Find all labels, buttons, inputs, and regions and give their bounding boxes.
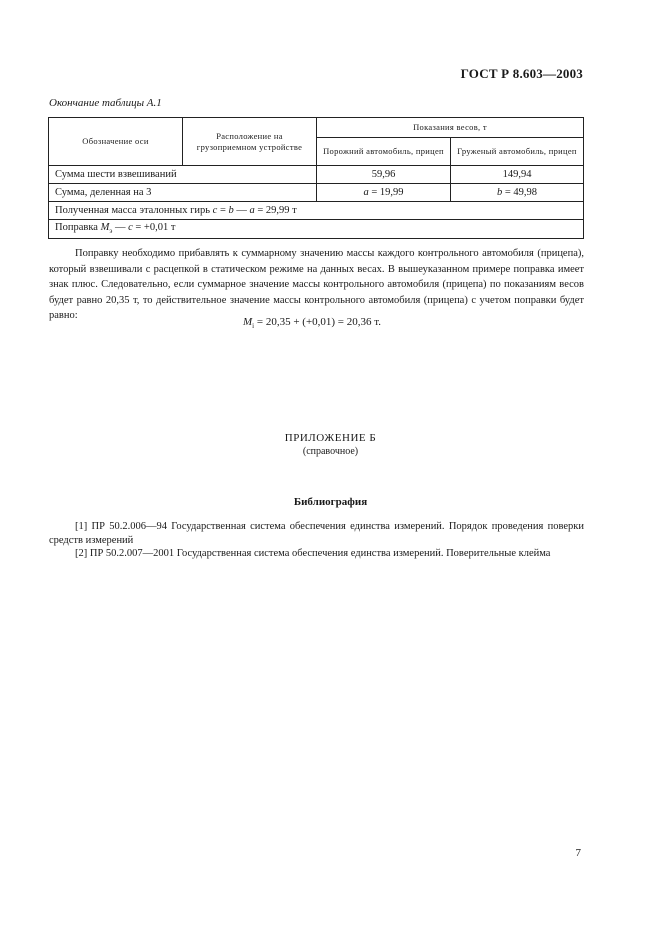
header-empty: Порожний автомобиль, прицеп [317,138,451,166]
data-table [48,117,584,239]
table-row [49,184,584,202]
bibliography-item: [2] ПР 50.2.007—2001 Государственная система обеспечения единства измерений. Поверительные клейма [75,548,551,559]
body-paragraph: Поправку необходимо прибавлять к суммарному значению массы каждого контрольного автомобиля (прицепа), который взвешивали с расцепкой в статическом режиме на данных весах. В вышеуказанном примере поправка имеет знак плюс. Следовательно, если суммарное значение массы контрольного автомобиля (прицепа) по показаниям весов будет равно 20,35 т, то действительное значение массы контрольного автомобиля (прицепа) с учетом поправки будет равно: [49,248,584,321]
page-number: 7 [575,847,581,859]
row-loaded-value: 149,94 [451,166,584,184]
row-empty-value: a = 19,99 [317,184,451,202]
table-row-correction [49,220,584,239]
bibliography-title: Библиография [293,496,368,508]
formula: $M_i = 20,35 + (+0,01) = 20,36$ т. [243,316,381,331]
header-readings: Показания весов, т [317,118,584,138]
header-position: Расположение на грузоприемном устройстве [183,118,317,166]
bibliography-list [49,520,584,561]
header-loaded: Груженый автомобиль, прицеп [451,138,584,166]
header-axis: Обозначение оси [49,118,183,166]
standard-code: ГОСТ Р 8.603—2003 [460,66,583,81]
appendix-title: ПРИЛОЖЕНИЕ Б [284,432,377,444]
table-caption: Окончание таблицы А.1 [49,97,162,109]
mass-cell: Полученная масса эталонных гирь c = b — a = 29,99 т [49,202,584,220]
bibliography-item: [1] ПР 50.2.006—94 Государственная система обеспечения единства измерений. Порядок проведения поверки средств измерений [49,521,584,546]
row-label: Сумма, деленная на 3 [49,184,317,202]
appendix-subtitle: (справочное) [302,446,359,457]
table-row [49,166,584,184]
row-loaded-value: b = 49,98 [451,184,584,202]
correction-cell: Поправка $M_э$ — c = +0,01 т [49,220,584,239]
row-label: Сумма шести взвешиваний [49,166,317,184]
table-row-mass [49,202,584,220]
row-empty-value: 59,96 [317,166,451,184]
